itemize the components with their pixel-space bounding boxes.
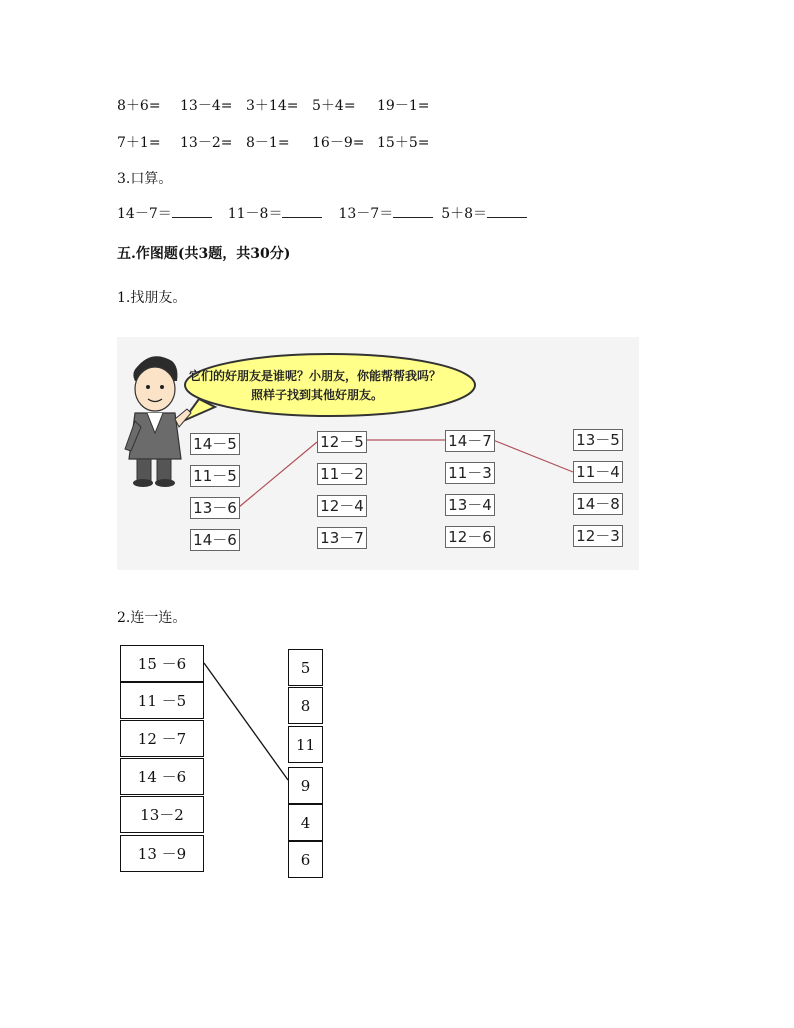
calc-item: 13－7＝: [338, 206, 394, 222]
expression-box[interactable]: 14－7: [445, 430, 495, 452]
question-1-title: 1.找朋友。: [117, 290, 187, 306]
expression-box[interactable]: 13－7: [317, 527, 367, 549]
bubble-text-line-2: 照样子找到其他好朋友。: [251, 388, 384, 402]
answer-blank[interactable]: [172, 205, 212, 218]
expression-box[interactable]: 14－6: [190, 529, 240, 551]
example-link-line: [493, 440, 573, 472]
calc-item: 7＋1=: [117, 135, 161, 151]
expression-box[interactable]: 13－6: [190, 497, 240, 519]
right-number-cell[interactable]: 5: [288, 649, 323, 686]
calc-item: 14－7＝: [117, 206, 172, 222]
expression-box[interactable]: 11－2: [317, 463, 367, 485]
expression-box[interactable]: 11－3: [445, 462, 495, 484]
calc-item: 8－1=: [246, 135, 290, 151]
calc-row-1: [117, 95, 429, 115]
connect-figure: [117, 638, 337, 883]
expression-box[interactable]: 11－5: [190, 465, 240, 487]
calc-item: 11－8＝: [227, 206, 283, 222]
answer-blank[interactable]: [487, 205, 527, 218]
expression-box[interactable]: 14－8: [573, 493, 623, 515]
example-link-line: [239, 442, 317, 507]
left-expression-cell[interactable]: 11 －5: [120, 682, 204, 719]
expression-box[interactable]: 12－6: [445, 526, 495, 548]
boy-illustration: [125, 356, 191, 487]
left-expression-cell[interactable]: 13 －9: [120, 835, 204, 872]
calc-item: 5＋4=: [312, 98, 356, 114]
right-number-cell[interactable]: 9: [288, 767, 323, 804]
expression-box[interactable]: 13－4: [445, 494, 495, 516]
question-3-title: 3.口算。: [117, 171, 173, 187]
calc-item: 13－2=: [180, 135, 233, 151]
answer-blank[interactable]: [282, 205, 322, 218]
expression-box[interactable]: 13－5: [573, 429, 623, 451]
expression-box[interactable]: 12－3: [573, 525, 623, 547]
left-expression-cell[interactable]: 14 －6: [120, 758, 204, 795]
calc-item: 13－4=: [180, 98, 233, 114]
speech-bubble: [185, 354, 475, 416]
left-expression-cell[interactable]: 12 －7: [120, 720, 204, 757]
calc-row-3: [117, 203, 527, 223]
calc-item: 19－1=: [377, 98, 430, 114]
section-heading: 五.作图题(共3题，共30分): [117, 246, 291, 262]
answer-blank[interactable]: [393, 205, 433, 218]
calc-item: 15＋5=: [377, 135, 430, 151]
calc-item: 3＋14=: [246, 98, 299, 114]
question-2-title: 2.连一连。: [117, 610, 187, 626]
right-number-cell[interactable]: 4: [288, 804, 323, 841]
connect-line: [204, 663, 288, 780]
bubble-text-line-1: 它们的好朋友是谁呢？小朋友，你能帮帮我吗？: [189, 369, 442, 383]
calc-item: 5＋8＝: [441, 206, 488, 222]
calc-item: 8＋6=: [117, 98, 161, 114]
calc-row-2: [117, 132, 429, 152]
right-number-cell[interactable]: 8: [288, 687, 323, 724]
right-number-cell[interactable]: 6: [288, 841, 323, 878]
calc-item: 16－9=: [312, 135, 365, 151]
expression-box[interactable]: 12－4: [317, 495, 367, 517]
left-expression-cell[interactable]: 13－2: [120, 796, 204, 833]
expression-box[interactable]: 12－5: [317, 431, 367, 453]
find-friends-figure: [117, 337, 639, 570]
right-number-cell[interactable]: 11: [288, 726, 323, 763]
expression-box[interactable]: 11－4: [573, 461, 623, 483]
expression-box[interactable]: 14－5: [190, 433, 240, 455]
left-expression-cell[interactable]: 15 －6: [120, 645, 204, 682]
